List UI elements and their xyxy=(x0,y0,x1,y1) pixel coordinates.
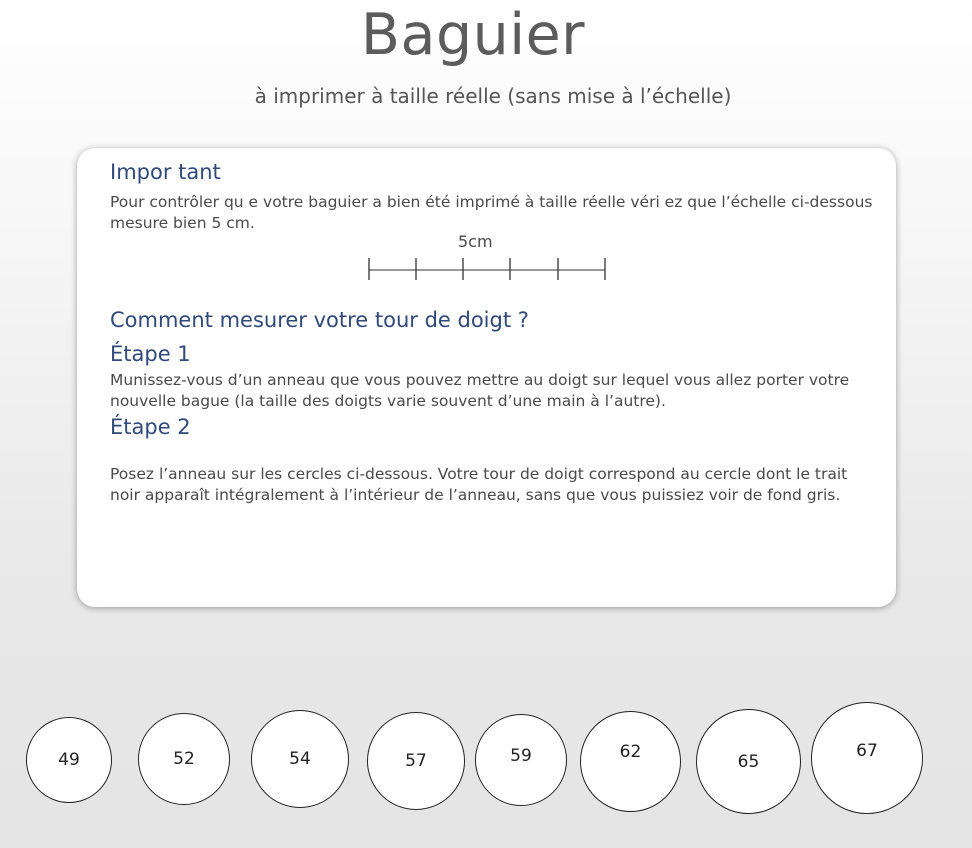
ring-size-label: 67 xyxy=(856,741,878,761)
instructions-card xyxy=(77,148,896,607)
step1-text: Munissez-vous d’un anneau que vous pouvez mettre au doigt sur lequel vous allez porter votre nouvelle bague (la taille des doigts varie souvent d’une main à l’autre). xyxy=(110,371,850,410)
ring-size-label: 52 xyxy=(173,749,195,769)
ring-size-label: 62 xyxy=(619,741,642,762)
ring-59 xyxy=(475,714,567,806)
ring-57 xyxy=(367,712,465,810)
step1-heading: Étape 1 xyxy=(110,342,191,366)
howto-heading: Comment mesurer votre tour de doigt ? xyxy=(110,308,529,332)
ring-size-label: 59 xyxy=(510,746,532,766)
important-heading: Impor tant xyxy=(110,160,221,184)
scale-ruler xyxy=(367,256,617,286)
step2-heading: Étape 2 xyxy=(110,415,191,439)
ring-54 xyxy=(251,710,349,808)
ring-52 xyxy=(138,713,230,805)
ring-size-label: 57 xyxy=(405,751,427,771)
ring-49 xyxy=(26,717,112,803)
page-title: Baguier xyxy=(360,2,586,68)
ring-size-label: 54 xyxy=(289,749,311,769)
ring-65 xyxy=(696,709,801,814)
important-text: Pour contrôler qu e votre baguier a bien été imprimé à taille réelle véri ez que l’échelle ci-dessous mesure bien 5 cm. xyxy=(110,193,873,232)
ring-67 xyxy=(811,702,923,814)
ring-size-label: 65 xyxy=(737,751,760,772)
ring-size-label: 49 xyxy=(58,750,80,770)
step2-text: Posez l’anneau sur les cercles ci-dessous. Votre tour de doigt correspond au cercle dont le trait noir apparaît intégralement à l’intérieur de l’anneau, sans que vous puissiez voir de fond gris. xyxy=(110,465,848,504)
page-subtitle: à imprimer à taille réelle (sans mise à l’échelle) xyxy=(254,84,732,108)
ring-sizer xyxy=(0,690,972,830)
ring-62 xyxy=(580,711,681,812)
scale-label: 5cm xyxy=(458,232,493,251)
